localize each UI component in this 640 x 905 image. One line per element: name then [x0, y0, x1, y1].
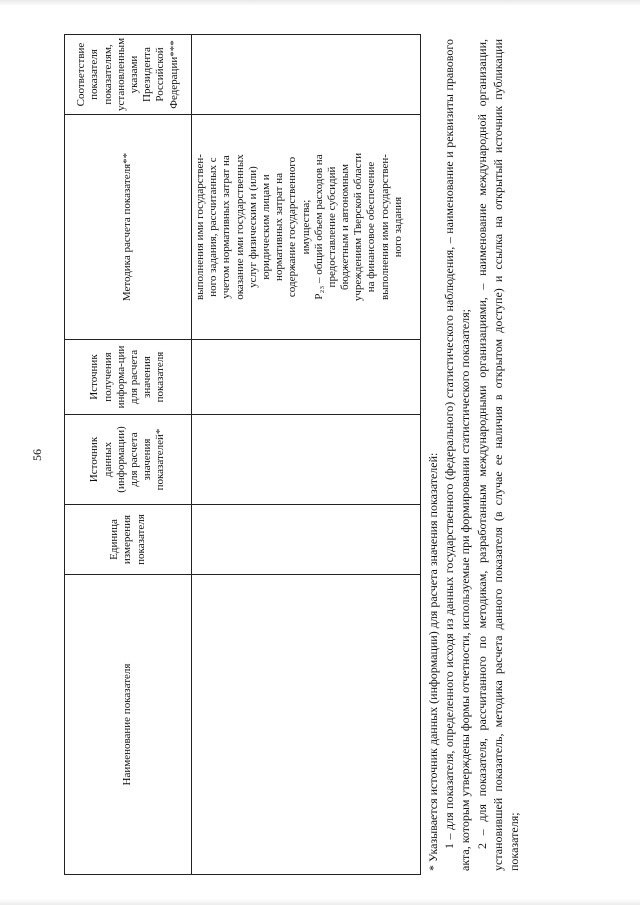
cell-unit [192, 505, 421, 575]
method-line: юридическим лицам и [259, 174, 272, 280]
table-row [192, 35, 421, 875]
method-line: ного задания, рассчитанных с [207, 157, 220, 297]
header-info-source: Источник получения информа-ции для расчета значения показателя [65, 340, 192, 415]
method-line: выполнения ими государствен- [378, 154, 391, 300]
cell-data-source [192, 415, 421, 505]
method-line: услуг физическим и (или) [246, 166, 259, 288]
footnote-item-2: 2 – для показателя, рассчитанного по методикам, разработанным международными организациями, – наименование международной организации, установившей показатель, методика расчета данного показателя (в случае ее наличия в открытом доступе) и ссылка на открытый источник публикации показателя; [474, 39, 521, 871]
table-header-row [65, 35, 192, 875]
footnote-item-1: 1 – для показателя, определенного исходя из данных государственного (федерального) статистического наблюдения, – наименование и реквизиты правового акта, которым утверждены формы отчетности, используемые при формировании статистического показателя; [442, 39, 473, 871]
document-page [20, 25, 620, 885]
cell-presidential-compliance [192, 35, 421, 115]
method-line: содержание государственного [286, 156, 299, 298]
cell-indicator-name [192, 575, 421, 875]
indicators-table [64, 34, 421, 875]
header-indicator-name: Наименование показателя [65, 575, 192, 875]
header-presidential-compliance: Соответствие показателя показателям, установленным указами Президента Российской Федерации*** [65, 35, 192, 115]
method-line: предоставление субсидий [325, 166, 338, 288]
header-unit: Единица измерения показателя [65, 505, 192, 575]
header-calculation-method: Методика расчета показателя** [65, 115, 192, 340]
method-line: оказание ими государственных [233, 154, 246, 300]
method-line: выполнения ими государствен- [194, 154, 206, 300]
method-line: учетом нормативных затрат на [220, 155, 233, 299]
footnote-intro: * Указывается источник данных (информации) для расчета значения показателей: [426, 452, 440, 871]
method-line: учреждениям Тверской области [352, 152, 365, 302]
method-line: имущества; [299, 199, 312, 255]
footnotes [425, 39, 522, 871]
header-data-source: Источник данных (информации) для расчета значения показателей* [65, 415, 192, 505]
method-line: бюджетным и автономным [339, 164, 352, 290]
page-number: 56 [30, 449, 44, 461]
method-line: нормативных затрат на [273, 173, 286, 281]
scan-edge-bottom [0, 899, 640, 905]
method-line: на финансовое обеспечение [365, 161, 378, 293]
method-line: P₂₃ – общий объем расходов на [312, 154, 325, 300]
cell-calculation-method [192, 115, 421, 340]
scan-edge-top [0, 0, 640, 6]
cell-info-source [192, 340, 421, 415]
method-line: ного задания [391, 196, 404, 258]
